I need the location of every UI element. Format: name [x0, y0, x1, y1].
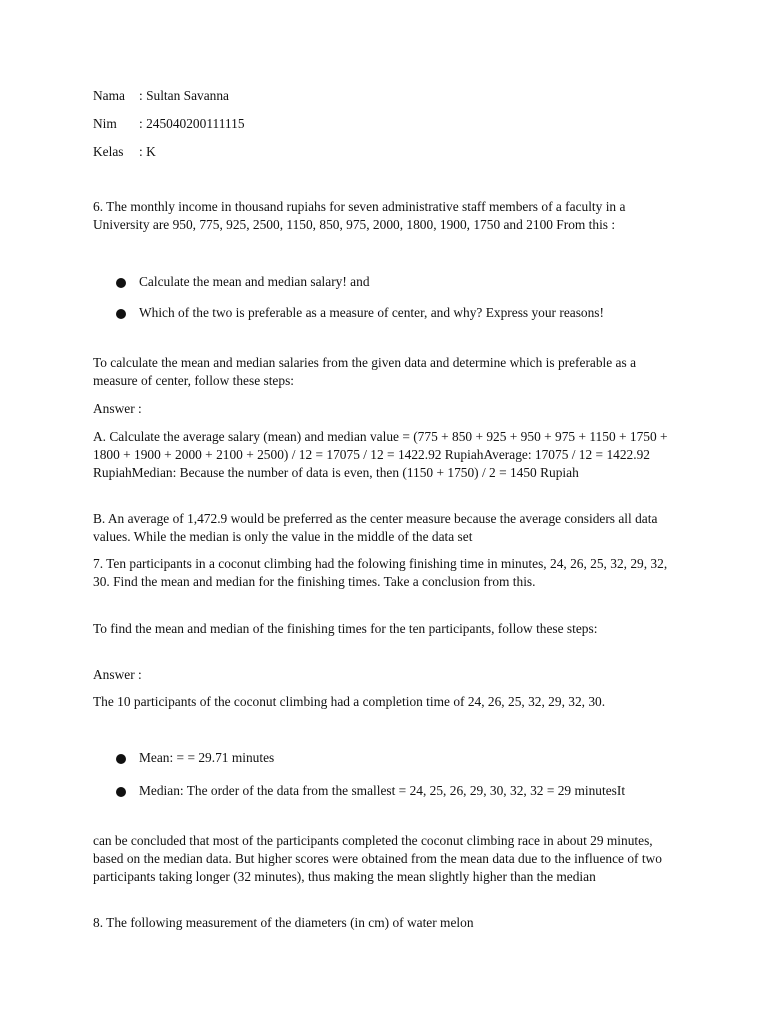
header-kelas-key: Kelas — [93, 144, 124, 159]
q7-data-line: The 10 participants of the coconut climbing had a completion time of 24, 26, 25, 32, 29, 32, 30. — [93, 694, 606, 709]
header-name-value: : Sultan Savanna — [139, 88, 230, 103]
q6-answer-b: B. An average of 1,472.9 would be preferred as the center measure because the average considers all data values. While the median is only the value in the middle of the data set — [93, 511, 658, 545]
header-name-key: Nama — [93, 88, 125, 103]
q7-bullet-mean — [116, 749, 656, 770]
q6-bullet-2-text: Which of the two is preferable as a measure of center, and why? Express your reasons! — [139, 305, 604, 320]
q7-answer-label: Answer : — [93, 667, 142, 682]
q6-intro: To calculate the mean and median salaries from the given data and determine which is preferable as a measure of center, follow these steps: — [93, 355, 637, 389]
header-nim-key: Nim — [93, 116, 117, 131]
header-nim-row — [93, 115, 245, 133]
bullet-dot-icon — [116, 309, 126, 319]
header-kelas-value: : K — [139, 144, 156, 159]
q6-answer-a: A. Calculate the average salary (mean) and median value = (775 + 850 + 925 + 950 + 975 + 1150 + 1750 + 1800 + 1900 + 2000 + 2100 + 2500) / 12 = 17075 / 12 = 1422.92 RupiahAverage: 17075 / 12 = 1422.92 RupiahMedian: Because the number of data is even, then (1150 + 1750) / 2 = 1450 Rupiah — [93, 429, 668, 481]
q7-bullet-median — [116, 782, 656, 803]
q7-question: 7. Ten participants in a coconut climbing had the folowing finishing time in minutes, 24, 26, 25, 32, 29, 32, 30. Find the mean and median for the finishing times. Take a conclusion from this. — [93, 556, 668, 590]
q6-answer-label: Answer : — [93, 401, 142, 416]
bullet-dot-icon — [116, 754, 126, 764]
q6-bullet-1 — [116, 273, 656, 294]
header-name-row — [93, 87, 229, 105]
q7-conclusion: can be concluded that most of the participants completed the coconut climbing race in about 29 minutes, based on the median data. But higher scores were obtained from the mean data due to the influence of two participants taking longer (32 minutes), thus making the mean slightly higher than the median — [93, 833, 662, 885]
q6-bullet-1-text: Calculate the mean and median salary! and — [139, 274, 370, 289]
bullet-dot-icon — [116, 278, 126, 288]
q8-question: 8. The following measurement of the diameters (in cm) of water melon — [93, 915, 474, 930]
header-kelas-row — [93, 143, 156, 161]
q7-bullet-mean-text: Mean: = = 29.71 minutes — [139, 750, 275, 765]
q7-intro: To find the mean and median of the finishing times for the ten participants, follow these steps: — [93, 621, 598, 636]
q7-bullet-median-text: Median: The order of the data from the smallest = 24, 25, 26, 29, 30, 32, 32 = 29 minutesIt — [139, 783, 626, 798]
q6-question: 6. The monthly income in thousand rupiahs for seven administrative staff members of a faculty in a University are 950, 775, 925, 2500, 1150, 850, 975, 2000, 1800, 1900, 1750 and 2100 From this : — [93, 199, 626, 233]
q6-bullet-2 — [116, 304, 656, 325]
header-nim-value: : 245040200111115 — [139, 116, 245, 131]
bullet-dot-icon — [116, 787, 126, 797]
